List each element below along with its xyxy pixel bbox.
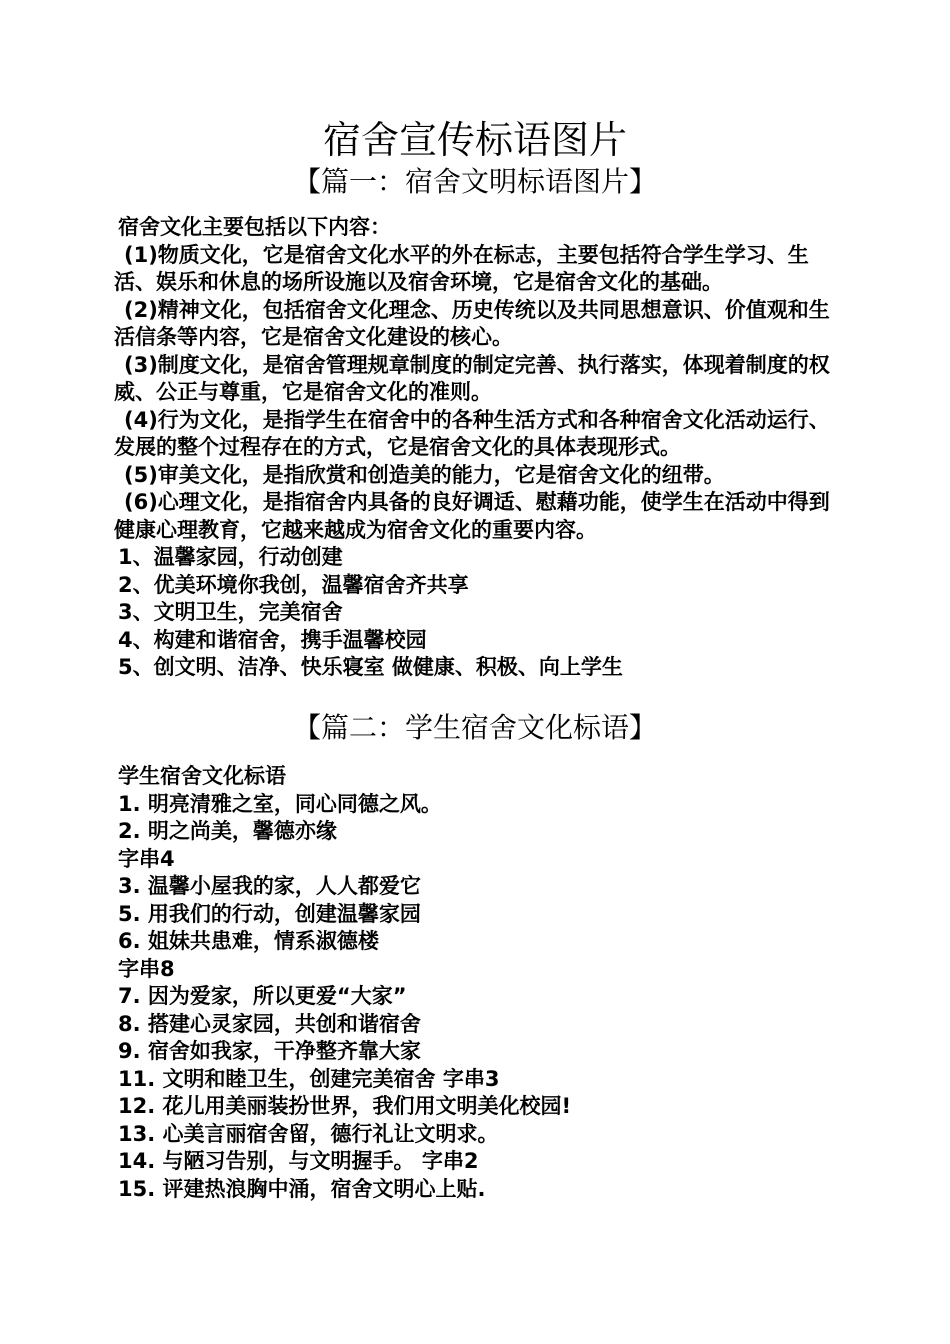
list-item: 5. 用我们的行动，创建温馨家园 xyxy=(118,901,421,926)
section2-heading: 【篇二：学生宿舍文化标语】 xyxy=(292,711,657,744)
list-item: 12. 花儿用美丽装扮世界，我们用文明美化校园! xyxy=(118,1094,572,1118)
paragraph-4: (4)行为文化，是指学生在宿舍中的各种生活方式和各种宿舍文化活动运行、发展的整个过程存在的方式，它是宿舍文化的具体表现形式。 xyxy=(114,407,830,459)
slogan-3: 3、文明卫生，完美宿舍 xyxy=(118,600,343,624)
list-item: 6. 姐妹共患难，情系淑德楼 xyxy=(118,929,379,953)
slogan-5: 5、创文明、洁净、快乐寝室 做健康、积极、向上学生 xyxy=(118,655,623,679)
slogan-1: 1、温馨家园，行动创建 xyxy=(118,545,343,569)
list-item: 3. 温馨小屋我的家，人人都爱它 xyxy=(118,874,421,898)
list-item: 9. 宿舍如我家，干净整齐靠大家 xyxy=(118,1039,421,1063)
list-item: 13. 心美言丽宿舍留，德行礼让文明求。 xyxy=(118,1121,499,1146)
paragraph-1: (1)物质文化，它是宿舍文化水平的外在标志，主要包括符合学生学习、生活、娱乐和休息的场所设施以及宿舍环境，它是宿舍文化的基础。 xyxy=(114,242,809,294)
list-item: 14. 与陋习告别，与文明握手。 字串2 xyxy=(118,1149,479,1173)
list-item: 8. 搭建心灵家园，共创和谐宿舍 xyxy=(118,1011,421,1036)
paragraph-2: (2)精神文化，包括宿舍文化理念、历史传统以及共同思想意识、价值观和生活信条等内容，它是宿舍文化建设的核心。 xyxy=(114,297,830,349)
section1-intro: 宿舍文化主要包括以下内容： xyxy=(118,215,391,239)
paragraph-6: (6)心理文化，是指宿舍内具备的良好调适、慰藉功能，使学生在活动中得到健康心理教育，它越来越成为宿舍文化的重要内容。 xyxy=(114,490,830,542)
list-item: 7. 因为爱家，所以更爱“大家” xyxy=(118,984,407,1008)
list-item: 字串8 xyxy=(118,956,175,981)
list-item: 1. 明亮清雅之室，同心同德之风。 xyxy=(118,791,442,816)
list-item: 字串4 xyxy=(118,846,175,871)
section1-body xyxy=(114,214,848,682)
paragraph-3: (3)制度文化，是宿舍管理规章制度的制定完善、执行落实，体现着制度的权威、公正与尊重，它是宿舍文化的准则。 xyxy=(114,352,830,404)
list-item: 15. 评建热浪胸中涌，宿舍文明心上贴. xyxy=(118,1176,486,1201)
section2-intro: 学生宿舍文化标语 xyxy=(118,764,286,788)
slogan-2: 2、优美环境你我创，温馨宿舍齐共享 xyxy=(118,572,469,597)
document-title: 宿舍宣传标语图片 xyxy=(322,118,627,162)
section2-body xyxy=(118,763,848,1203)
paragraph-5: (5)审美文化，是指欣赏和创造美的能力，它是宿舍文化的纽带。 xyxy=(124,462,725,487)
list-item: 11. 文明和睦卫生，创建完美宿舍 字串3 xyxy=(118,1066,500,1091)
list-item: 2. 明之尚美，馨德亦缘 xyxy=(118,819,337,843)
section1-heading: 【篇一：宿舍文明标语图片】 xyxy=(292,165,657,198)
slogan-4: 4、构建和谐宿舍，携手温馨校园 xyxy=(118,627,427,652)
